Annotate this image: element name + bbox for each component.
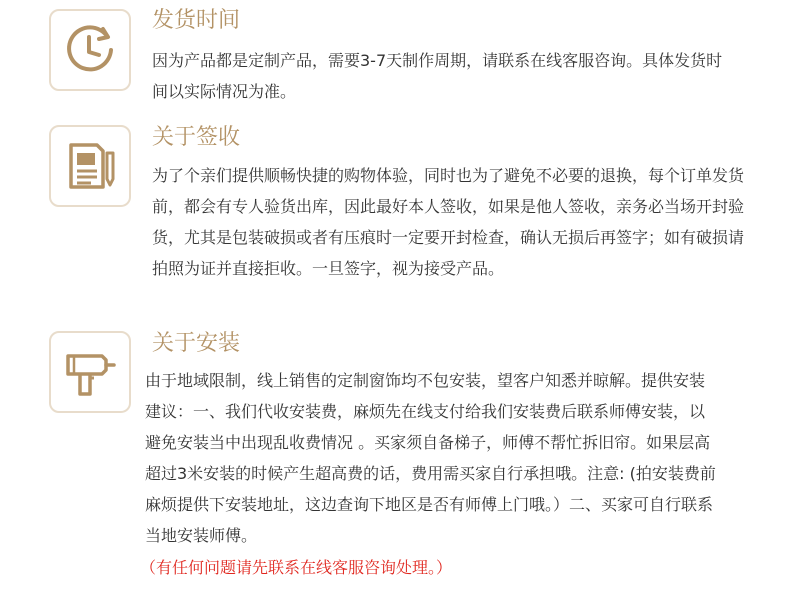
contact-note: （有任何问题请先联系在线客服咨询处理。） bbox=[140, 558, 453, 577]
section-title-installation: 关于安装 bbox=[152, 331, 241, 356]
section-text-installation: 由于地域限制，线上销售的定制窗饰均不包安装，望客户知悉并晾解。提供安装建议：一、我们代收安装费，麻烦先在线支付给我们安装费后联系师傅安装，以避免安装当中出现乱收费情况 。买家须自备梯子，师傅不帮忙拆旧帘。如果层高超过3米安装的时候产生超高费的话，费用需买家自行承担哦。注意: (拍安装费前麻烦提供下安装地址，这边查询下地区是否有师傅上门哦。）二、买家可自行联系当地安装师傅。 bbox=[145, 371, 716, 545]
section-text-shipping: 因为产品都是定制产品，需要3-7天制作周期，请联系在线客服咨询。具体发货时间以实际情况为准。 bbox=[152, 51, 723, 101]
section-title-signing: 关于签收 bbox=[152, 125, 241, 150]
drill-icon-box bbox=[49, 331, 131, 413]
section-text-signing: 为了个亲们提供顺畅快捷的购物体验，同时也为了避免不必要的退换，每个订单发货前，都会有专人验货出库，因此最好本人签收，如果是他人签收，亲务必当场开封验货，尤其是包装破损或者有压痕时一定要开封检查，确认无损后再签字；如有破损请拍照为证并直接拒收。一旦签字，视为接受产品。 bbox=[152, 166, 745, 278]
drill-icon bbox=[62, 344, 118, 400]
document-pen-icon-box bbox=[49, 125, 131, 207]
clock-icon bbox=[63, 23, 117, 77]
document-pen-icon bbox=[63, 139, 117, 193]
section-title-shipping: 发货时间 bbox=[152, 8, 241, 33]
clock-icon-box bbox=[49, 9, 131, 91]
